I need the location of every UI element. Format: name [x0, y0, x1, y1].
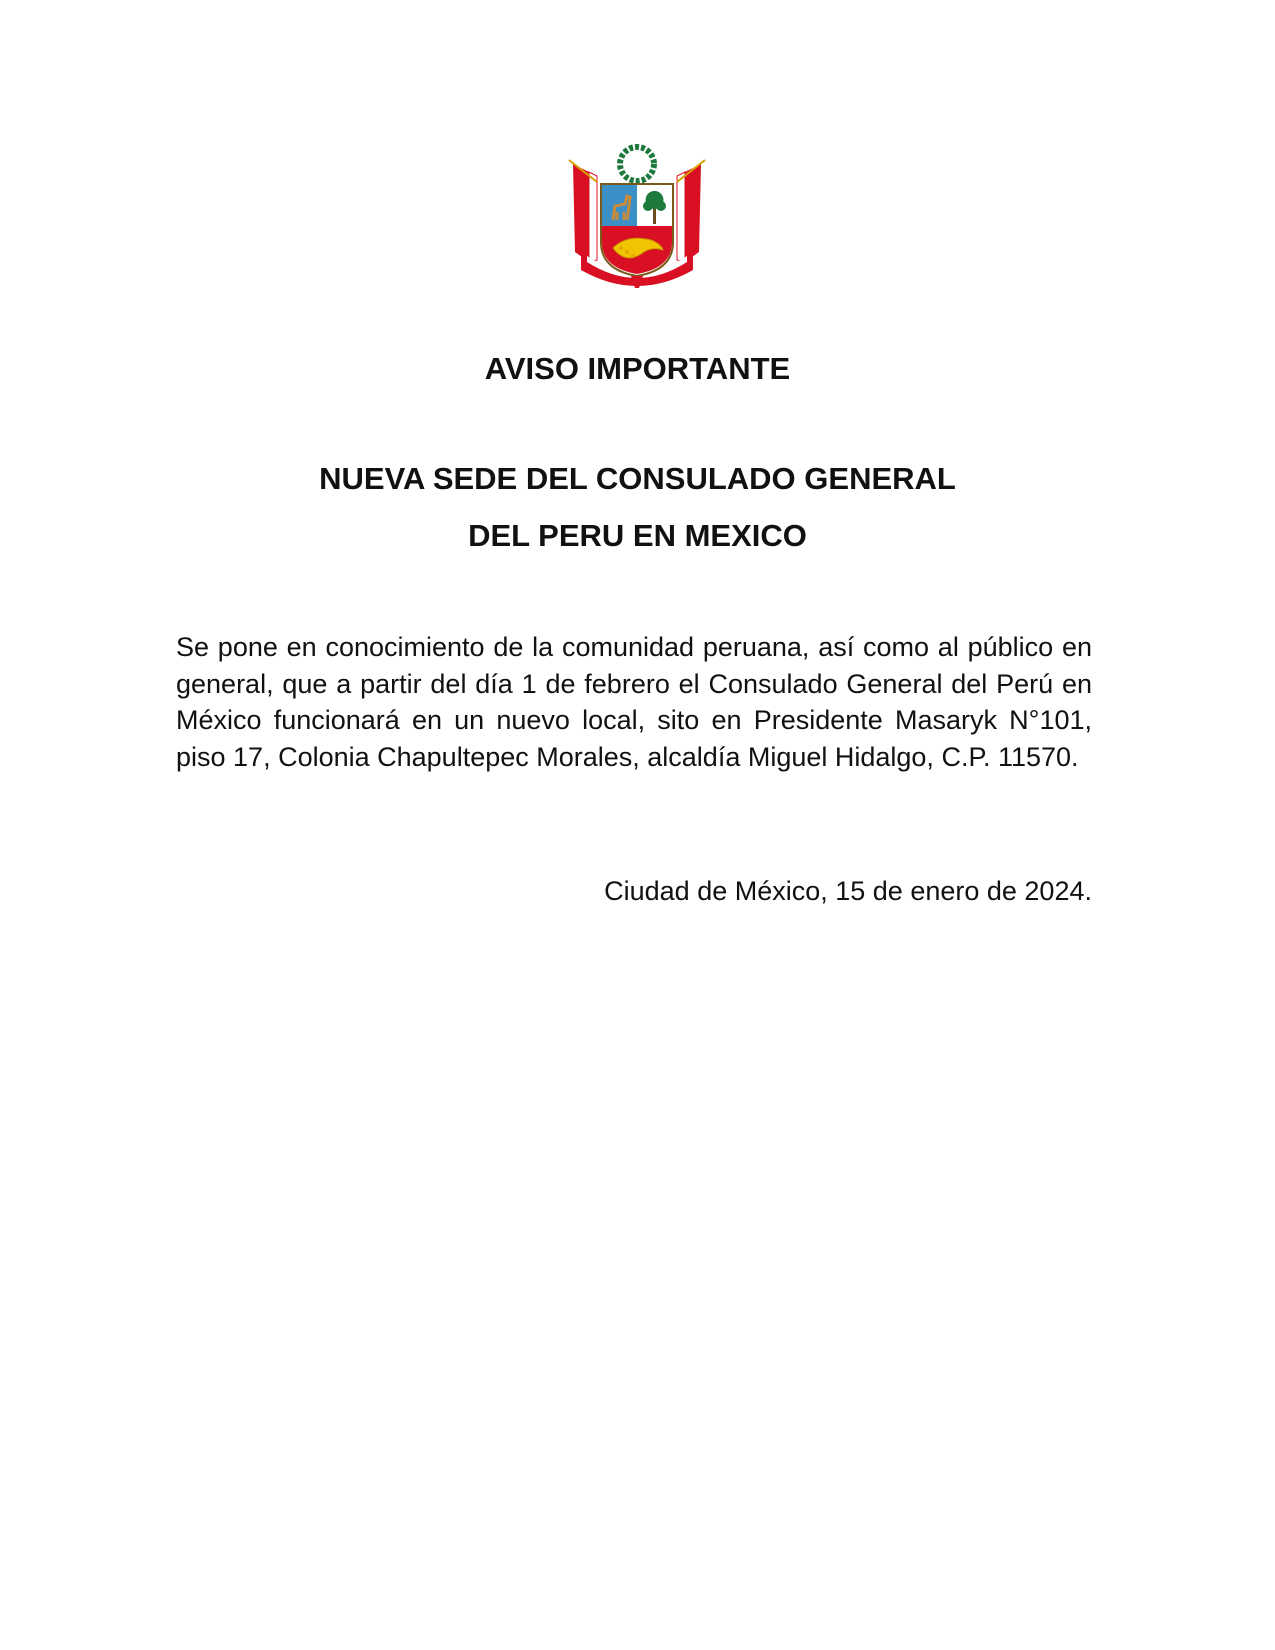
- notice-subtitle-line-1: NUEVA SEDE DEL CONSULADO GENERAL: [319, 461, 956, 496]
- notice-title: AVISO IMPORTANTE: [484, 351, 791, 386]
- notice-body: Se pone en conocimiento de la comunidad peruana, así como al público en general, que a partir del día 1 de febrero el Consulado General del Perú en México funcionará en un nuevo local, sito en Presidente Masaryk N°101, piso 17, Colonia Chapultepec Morales, alcaldía Miguel Hidalgo, C.P. 11570.: [176, 632, 1092, 772]
- notice-subtitle-line-2: DEL PERU EN MEXICO: [468, 518, 807, 553]
- peru-coat-of-arms-icon: [567, 142, 707, 292]
- notice-signoff: Ciudad de México, 15 de enero de 2024.: [604, 876, 1092, 906]
